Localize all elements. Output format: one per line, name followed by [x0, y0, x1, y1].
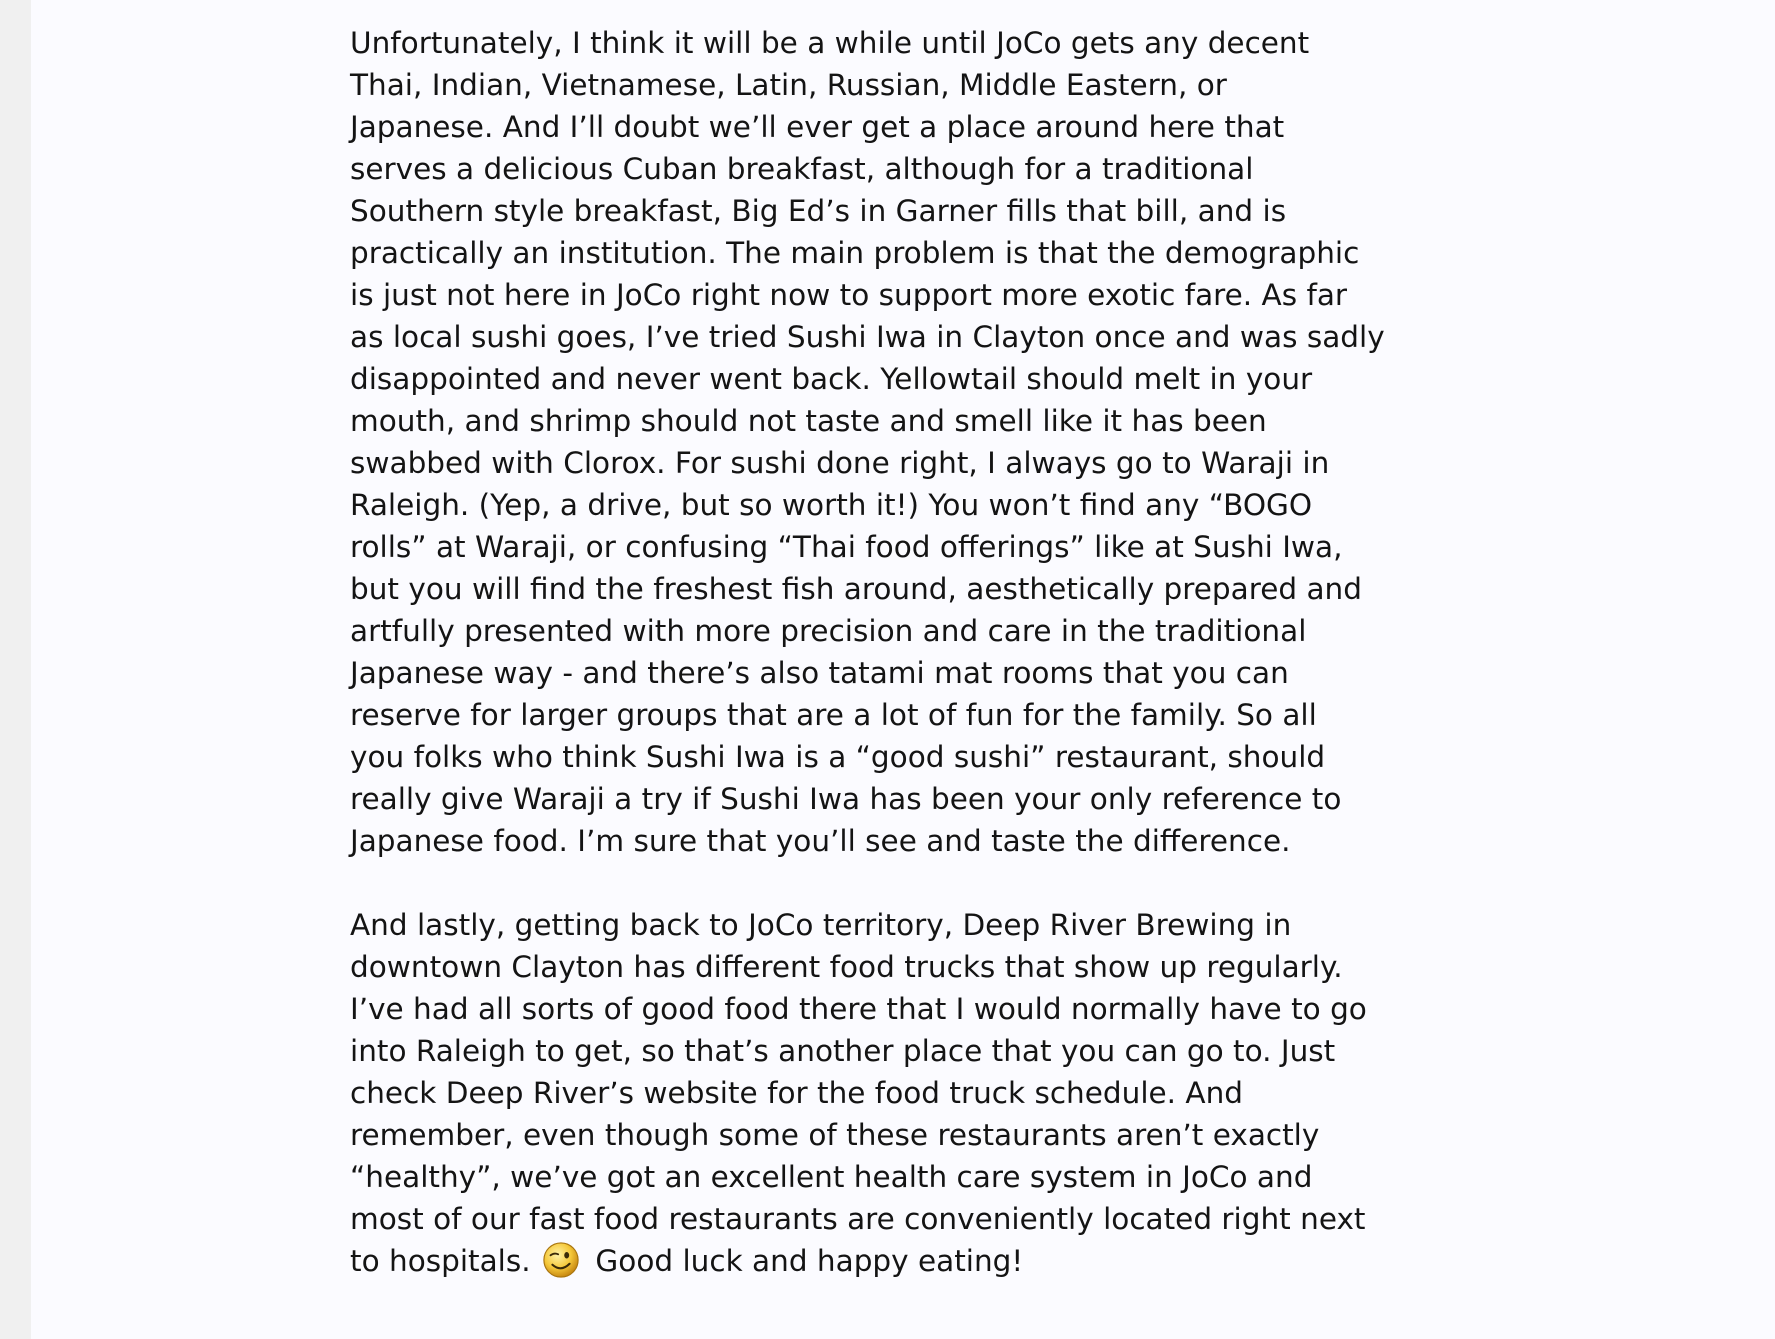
text-line: downtown Clayton has different food trucks that show up regularly.	[350, 950, 1343, 984]
text-line: Raleigh. (Yep, a drive, but so worth it!) You won’t find any “BOGO	[350, 488, 1313, 522]
text-line: remember, even though some of these restaurants aren’t exactly	[350, 1118, 1320, 1152]
final-line-end: Good luck and happy eating!	[595, 1244, 1024, 1278]
text-line: as local sushi goes, I’ve tried Sushi Iwa in Clayton once and was sadly	[350, 320, 1385, 354]
text-line: into Raleigh to get, so that’s another place that you can go to. Just	[350, 1034, 1336, 1068]
page-background	[31, 0, 1775, 1339]
text-line: you folks who think Sushi Iwa is a “good sushi” restaurant, should	[350, 740, 1326, 774]
paragraph-2	[350, 904, 1367, 1282]
text-line: disappointed and never went back. Yellowtail should melt in your	[350, 362, 1313, 396]
text-line: Southern style breakfast, Big Ed’s in Garner fills that bill, and is	[350, 194, 1287, 228]
text-line: practically an institution. The main problem is that the demographic	[350, 236, 1360, 270]
text-line-final	[350, 1240, 1310, 1282]
text-line: Thai, Indian, Vietnamese, Latin, Russian, Middle Eastern, or	[350, 68, 1227, 102]
text-line: check Deep River’s website for the food truck schedule. And	[350, 1076, 1244, 1110]
final-line-start: to hospitals.	[350, 1244, 531, 1278]
text-line: Japanese. And I’ll doubt we’ll ever get a place around here that	[350, 110, 1285, 144]
text-line: swabbed with Clorox. For sushi done right, I always go to Waraji in	[350, 446, 1330, 480]
text-line: serves a delicious Cuban breakfast, although for a traditional	[350, 152, 1254, 186]
winking-smiley-icon	[542, 1241, 580, 1279]
text-line: mouth, and shrimp should not taste and smell like it has been	[350, 404, 1267, 438]
text-line: rolls” at Waraji, or confusing “Thai food offerings” like at Sushi Iwa,	[350, 530, 1343, 564]
article-body	[350, 22, 1385, 1324]
text-line: Unfortunately, I think it will be a while until JoCo gets any decent	[350, 26, 1310, 60]
paragraph-1	[350, 22, 1385, 862]
text-line: most of our fast food restaurants are conveniently located right next	[350, 1202, 1366, 1236]
text-line: reserve for larger groups that are a lot of fun for the family. So all	[350, 698, 1317, 732]
text-line: really give Waraji a try if Sushi Iwa has been your only reference to	[350, 782, 1342, 816]
text-line: artfully presented with more precision and care in the traditional	[350, 614, 1307, 648]
text-line: is just not here in JoCo right now to support more exotic fare. As far	[350, 278, 1348, 312]
text-line: “healthy”, we’ve got an excellent health care system in JoCo and	[350, 1160, 1313, 1194]
text-line: And lastly, getting back to JoCo territory, Deep River Brewing in	[350, 908, 1292, 942]
text-line: I’ve had all sorts of good food there that I would normally have to go	[350, 992, 1367, 1026]
text-line: Japanese food. I’m sure that you’ll see and taste the difference.	[350, 824, 1291, 858]
text-line: but you will find the freshest fish around, aesthetically prepared and	[350, 572, 1362, 606]
text-line: Japanese way - and there’s also tatami mat rooms that you can	[350, 656, 1289, 690]
